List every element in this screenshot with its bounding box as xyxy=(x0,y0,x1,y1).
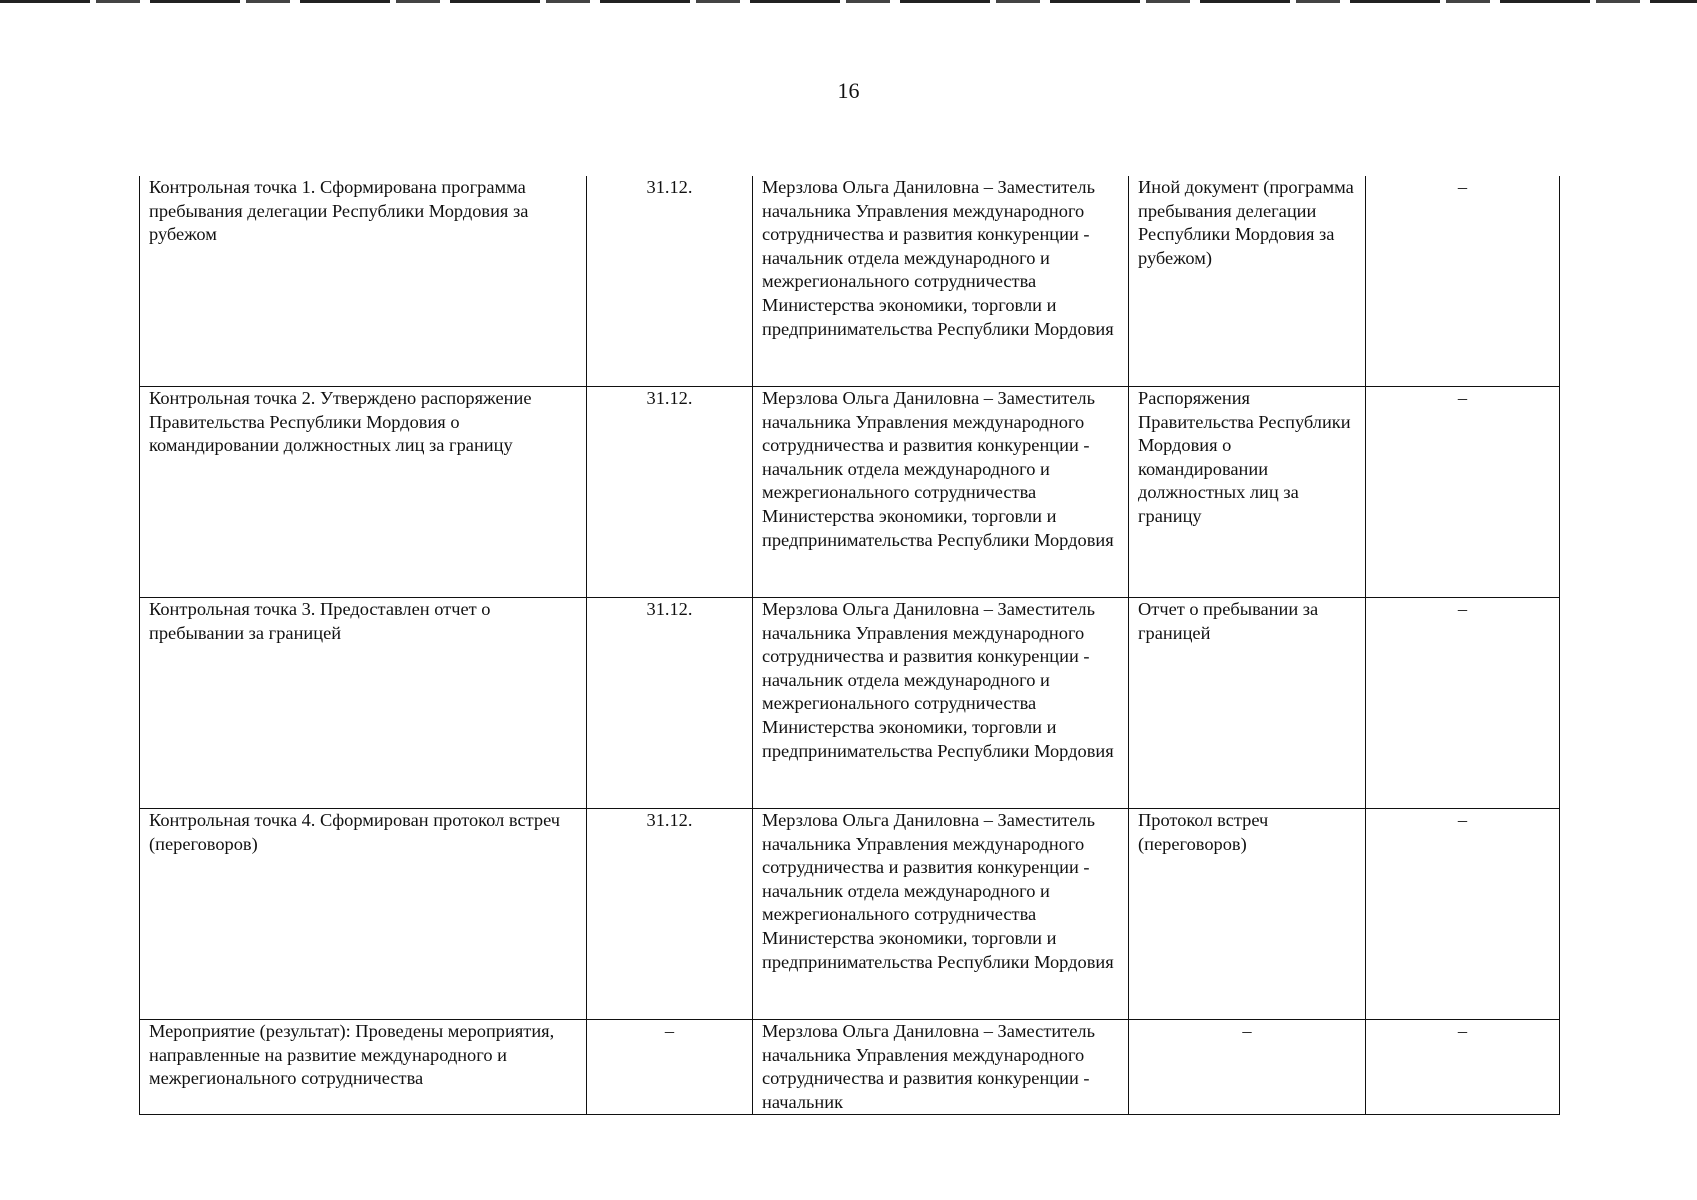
table-row xyxy=(140,1020,1560,1115)
info-system-cell: – xyxy=(1366,598,1560,809)
table-row xyxy=(140,598,1560,809)
document-cell: Иной документ (программа пребывания делегации Республики Мордовия за рубежом) xyxy=(1129,176,1366,387)
responsible-cell: Мерзлова Ольга Даниловна – Заместитель начальника Управления международного сотрудничества и развития конкуренции - начальник отдела международного и межрегионального сотрудничества Министерства экономики, торговли и предпринимательства Республики Мордовия xyxy=(753,387,1129,598)
event-cell: Мероприятие (результат): Проведены мероприятия, направленные на развитие международного и межрегионального сотрудничества xyxy=(140,1020,587,1115)
document-cell: Отчет о пребывании за границей xyxy=(1129,598,1366,809)
event-cell: Контрольная точка 2. Утверждено распоряжение Правительства Республики Мордовия о командировании должностных лиц за границу xyxy=(140,387,587,598)
table-row xyxy=(140,387,1560,598)
scan-top-edge xyxy=(0,0,1697,3)
date-cell: 31.12. xyxy=(587,387,753,598)
date-cell: 31.12. xyxy=(587,598,753,809)
date-cell: 31.12. xyxy=(587,176,753,387)
info-system-cell: – xyxy=(1366,809,1560,1020)
date-cell: – xyxy=(587,1020,753,1115)
page-number: 16 xyxy=(837,78,860,103)
responsible-cell: Мерзлова Ольга Даниловна – Заместитель начальника Управления международного сотрудничества и развития конкуренции - начальник отдела международного и межрегионального сотрудничества Министерства экономики, торговли и предпринимательства Республики Мордовия xyxy=(753,809,1129,1020)
document-cell: Протокол встреч (переговоров) xyxy=(1129,809,1366,1020)
document-cell: – xyxy=(1129,1020,1366,1115)
info-system-cell: – xyxy=(1366,387,1560,598)
event-cell: Контрольная точка 4. Сформирован протокол встреч (переговоров) xyxy=(140,809,587,1020)
date-cell: 31.12. xyxy=(587,809,753,1020)
table-row xyxy=(140,176,1560,387)
event-cell: Контрольная точка 3. Предоставлен отчет о пребывании за границей xyxy=(140,598,587,809)
event-cell: Контрольная точка 1. Сформирована программа пребывания делегации Республики Мордовия за рубежом xyxy=(140,176,587,387)
table-row xyxy=(140,809,1560,1020)
info-system-cell: – xyxy=(1366,176,1560,387)
document-cell: Распоряжения Правительства Республики Мордовия о командировании должностных лиц за границу xyxy=(1129,387,1366,598)
responsible-cell: Мерзлова Ольга Даниловна – Заместитель начальника Управления международного сотрудничества и развития конкуренции - начальник отдела международного и межрегионального сотрудничества Министерства экономики, торговли и предпринимательства Республики Мордовия xyxy=(753,176,1129,387)
control-points-table xyxy=(139,176,1560,1115)
responsible-cell: Мерзлова Ольга Даниловна – Заместитель начальника Управления международного сотрудничества и развития конкуренции - начальник отдела международного и межрегионального сотрудничества Министерства экономики, торговли и предпринимательства Республики Мордовия xyxy=(753,598,1129,809)
info-system-cell: – xyxy=(1366,1020,1560,1115)
responsible-cell: Мерзлова Ольга Даниловна – Заместитель начальника Управления международного сотрудничества и развития конкуренции - начальник xyxy=(753,1020,1129,1115)
